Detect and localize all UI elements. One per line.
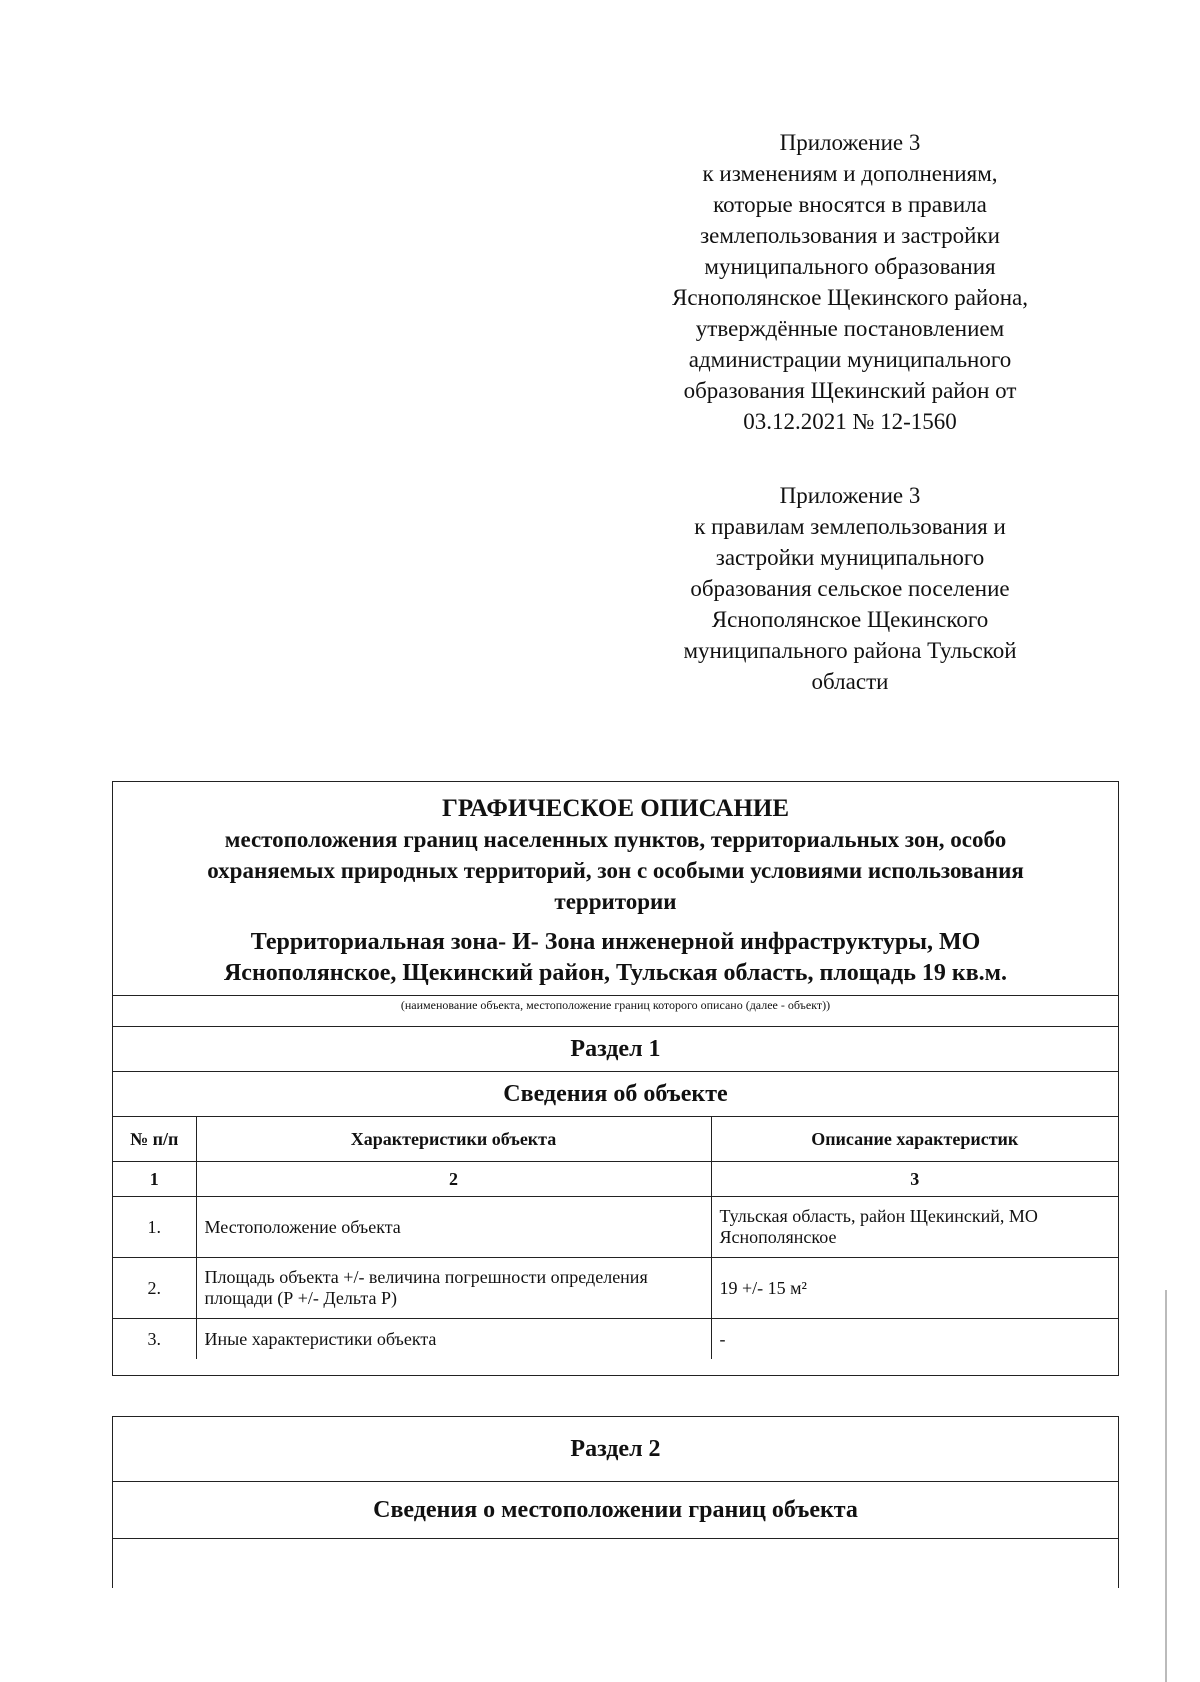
appendix-line: застройки муниципального <box>715 545 985 570</box>
appendix-line: образования сельское поселение <box>690 576 1010 601</box>
document-title: ГРАФИЧЕСКОЕ ОПИСАНИЕ <box>441 795 790 822</box>
appendix-line: 03.12.2021 № 12-1560 <box>743 409 957 434</box>
appendix-line: образования Щекинский район от <box>683 378 1017 403</box>
appendix-line: области <box>811 669 889 694</box>
row-description: - <box>711 1319 1118 1360</box>
appendix-line: муниципального образования <box>704 254 996 279</box>
appendix-line: которые вносятся в правила <box>713 192 987 217</box>
appendix-line: муниципального района Тульской <box>683 638 1017 663</box>
row-characteristic: Площадь объекта +/- величина погрешности определения площади (Р +/- Дельта Р) <box>196 1258 711 1319</box>
object-caption: (наименование объекта, местоположение границ которого описано (далее - объект)) <box>113 995 1118 1026</box>
appendix-header-1 <box>600 127 1100 437</box>
col-number: 2 <box>196 1162 711 1197</box>
appendix-header-2 <box>600 480 1100 697</box>
appendix-line: Яснополянское Щекинского района, <box>672 285 1028 310</box>
row-num: 1. <box>113 1197 196 1258</box>
graphic-description-section-1 <box>112 781 1119 1376</box>
col-number: 1 <box>113 1162 196 1197</box>
appendix-line: к изменениям и дополнениям, <box>702 161 998 186</box>
row-characteristic: Иные характеристики объекта <box>196 1319 711 1360</box>
section-2-title: Раздел 2 <box>570 1436 661 1462</box>
header-description: Описание характеристик <box>711 1117 1118 1162</box>
graphic-description-section-2 <box>112 1416 1119 1588</box>
appendix-line: администрации муниципального <box>688 347 1012 372</box>
header-num: № п/п <box>113 1117 196 1162</box>
appendix-line: Приложение 3 <box>779 483 921 508</box>
subtitle-line: охраняемых природных территорий, зон с особыми условиями использования <box>207 858 1024 883</box>
zone-description <box>113 927 1118 989</box>
subtitle-line: территории <box>554 889 677 914</box>
section-1-title: Раздел 1 <box>113 1026 1118 1071</box>
table-row <box>113 1197 1118 1258</box>
appendix-line: утверждённые постановлением <box>695 316 1005 341</box>
section-2-subtitle: Сведения о местоположении границ объекта <box>113 1481 1118 1539</box>
table-row <box>113 1319 1118 1360</box>
appendix-line: землепользования и застройки <box>700 223 1000 248</box>
row-num: 3. <box>113 1319 196 1360</box>
appendix-line: Яснополянское Щекинского <box>711 607 989 632</box>
appendix-line: к правилам землепользования и <box>694 514 1006 539</box>
subtitle-line: местоположения границ населенных пунктов, территориальных зон, особо <box>224 827 1007 852</box>
col-number: 3 <box>711 1162 1118 1197</box>
zone-line: Территориальная зона- И- Зона инженерной инфраструктуры, МО <box>250 929 981 955</box>
row-description: Тульская область, район Щекинский, МО Яснополянское <box>711 1197 1118 1258</box>
appendix-line: Приложение 3 <box>779 130 921 155</box>
table-header-row <box>113 1117 1118 1162</box>
zone-line: Яснополянское, Щекинский район, Тульская область, площадь 19 кв.м. <box>223 960 1008 986</box>
row-num: 2. <box>113 1258 196 1319</box>
header-characteristics: Характеристики объекта <box>196 1117 711 1162</box>
row-description: 19 +/- 15 м² <box>711 1258 1118 1319</box>
document-subtitle <box>113 824 1118 917</box>
table-row <box>113 1258 1118 1319</box>
row-characteristic: Местоположение объекта <box>196 1197 711 1258</box>
scan-edge-line <box>1165 1290 1167 1682</box>
column-number-row <box>113 1162 1118 1197</box>
object-info-table <box>113 1116 1118 1359</box>
section-1-subtitle: Сведения об объекте <box>113 1071 1118 1116</box>
